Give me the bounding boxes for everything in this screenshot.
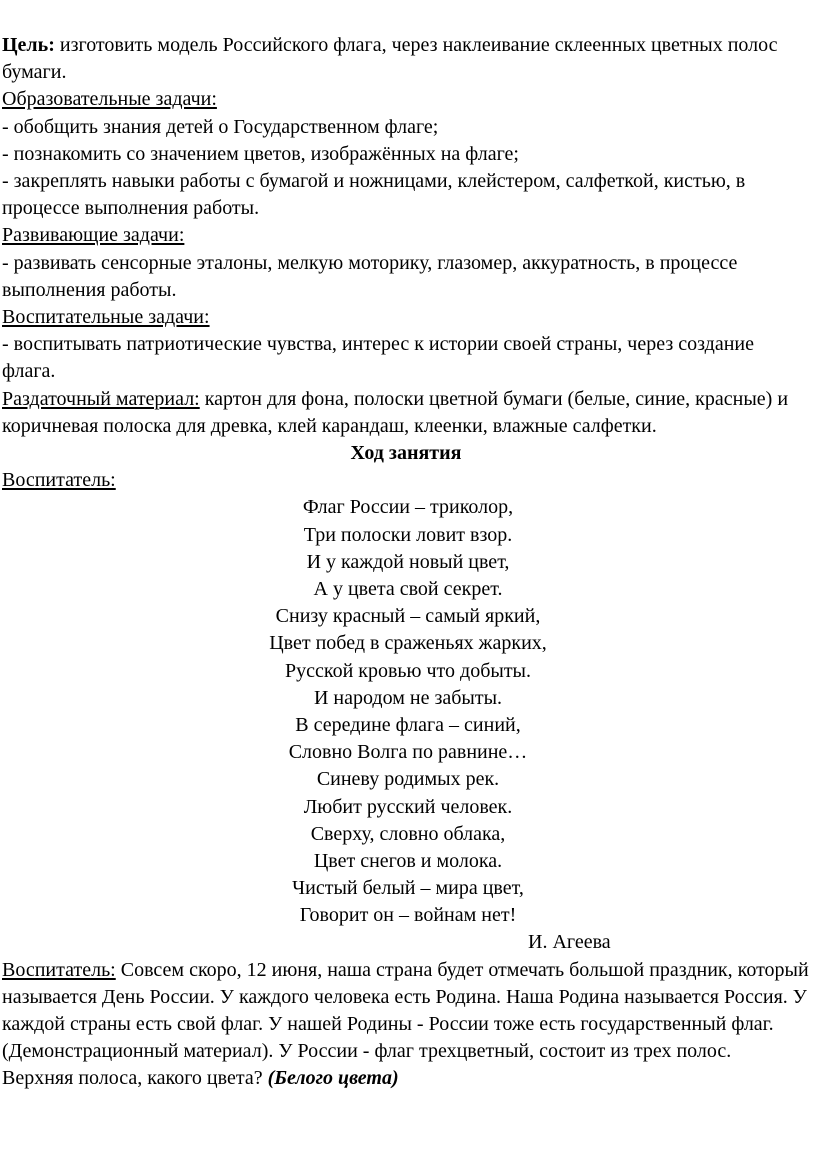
poem-line: Чистый белый – мира цвет,: [292, 877, 524, 900]
poem-line: Говорит он – войнам нет!: [299, 904, 517, 927]
poem-line: А у цвета свой секрет.: [313, 578, 503, 601]
question-answer: (Белого цвета): [267, 1067, 399, 1090]
goal-paragraph: [0, 32, 816, 86]
teacher-speech-text: Совсем скоро, 12 июня, наша страна будет отмечать большой праздник, который называется День России. У каждого человека есть Родина. Наша Родина называется Россия. У каждой страны есть свой флаг. У нашей Родины - России тоже есть государственный флаг. (Демонстрационный материал). У России - флаг трехцветный, состоит из трех полос.: [2, 958, 809, 1063]
poem-author: И. Агеева: [528, 931, 611, 954]
poem-line: И у каждой новый цвет,: [306, 550, 510, 573]
teacher-speech-label: Воспитатель:: [2, 958, 116, 981]
poem-line: Цвет снегов и молока.: [313, 849, 503, 872]
developing-heading: Развивающие задачи:: [2, 224, 185, 247]
handout-text: картон для фона, полоски цветной бумаги (белые, синие, красные) и коричневая полоска для древка, клей карандаш, клеенки, влажные салфетки.: [2, 387, 789, 437]
poem-line: И народом не забыты.: [313, 686, 503, 709]
educational-item: - обобщить знания детей о Государственном флаге;: [2, 115, 439, 138]
poem-line: Снизу красный – самый яркий,: [275, 605, 541, 628]
poem-line: Словно Волга по равнине…: [288, 741, 528, 764]
poem-line: Три полоски ловит взор.: [303, 523, 513, 546]
poem-line: Флаг России – триколор,: [302, 496, 514, 519]
poem-line: Сверху, словно облака,: [310, 822, 506, 845]
upbringing-heading: Воспитательные задачи:: [2, 306, 210, 329]
poem-line: В середине флага – синий,: [295, 713, 521, 736]
poem: [0, 494, 816, 929]
developing-item: - развивать сенсорные эталоны, мелкую моторику, глазомер, аккуратность, в процессе выполнения работы.: [2, 251, 738, 301]
poem-line: Синеву родимых рек.: [316, 768, 500, 791]
teacher-speech: [0, 957, 816, 1066]
upbringing-item: - воспитывать патриотические чувства, интерес к истории своей страны, через создание флага.: [2, 333, 754, 383]
handout-paragraph: [0, 386, 816, 440]
educational-heading: Образовательные задачи:: [2, 88, 217, 111]
poem-line: Русской кровью что добыты.: [284, 659, 531, 682]
lesson-heading: Ход занятия: [350, 442, 462, 465]
document-page: [0, 32, 816, 1093]
goal-label: Цель:: [2, 34, 55, 56]
poem-line: Цвет побед в сраженьях жарких,: [269, 632, 547, 655]
speaker-label: Воспитатель:: [2, 469, 116, 492]
goal-text: изготовить модель Российского флага, через наклеивание склеенных цветных полос бумаги.: [2, 34, 778, 84]
poem-line: Любит русский человек.: [303, 795, 513, 818]
educational-item: - познакомить со значением цветов, изображённых на флаге;: [2, 142, 519, 165]
handout-label: Раздаточный материал:: [2, 387, 200, 410]
question-text: Верхняя полоса, какого цвета?: [2, 1067, 268, 1090]
educational-item: - закреплять навыки работы с бумагой и ножницами, клейстером, салфеткой, кистью, в процессе выполнения работы.: [2, 170, 746, 220]
question-paragraph: [0, 1065, 816, 1092]
